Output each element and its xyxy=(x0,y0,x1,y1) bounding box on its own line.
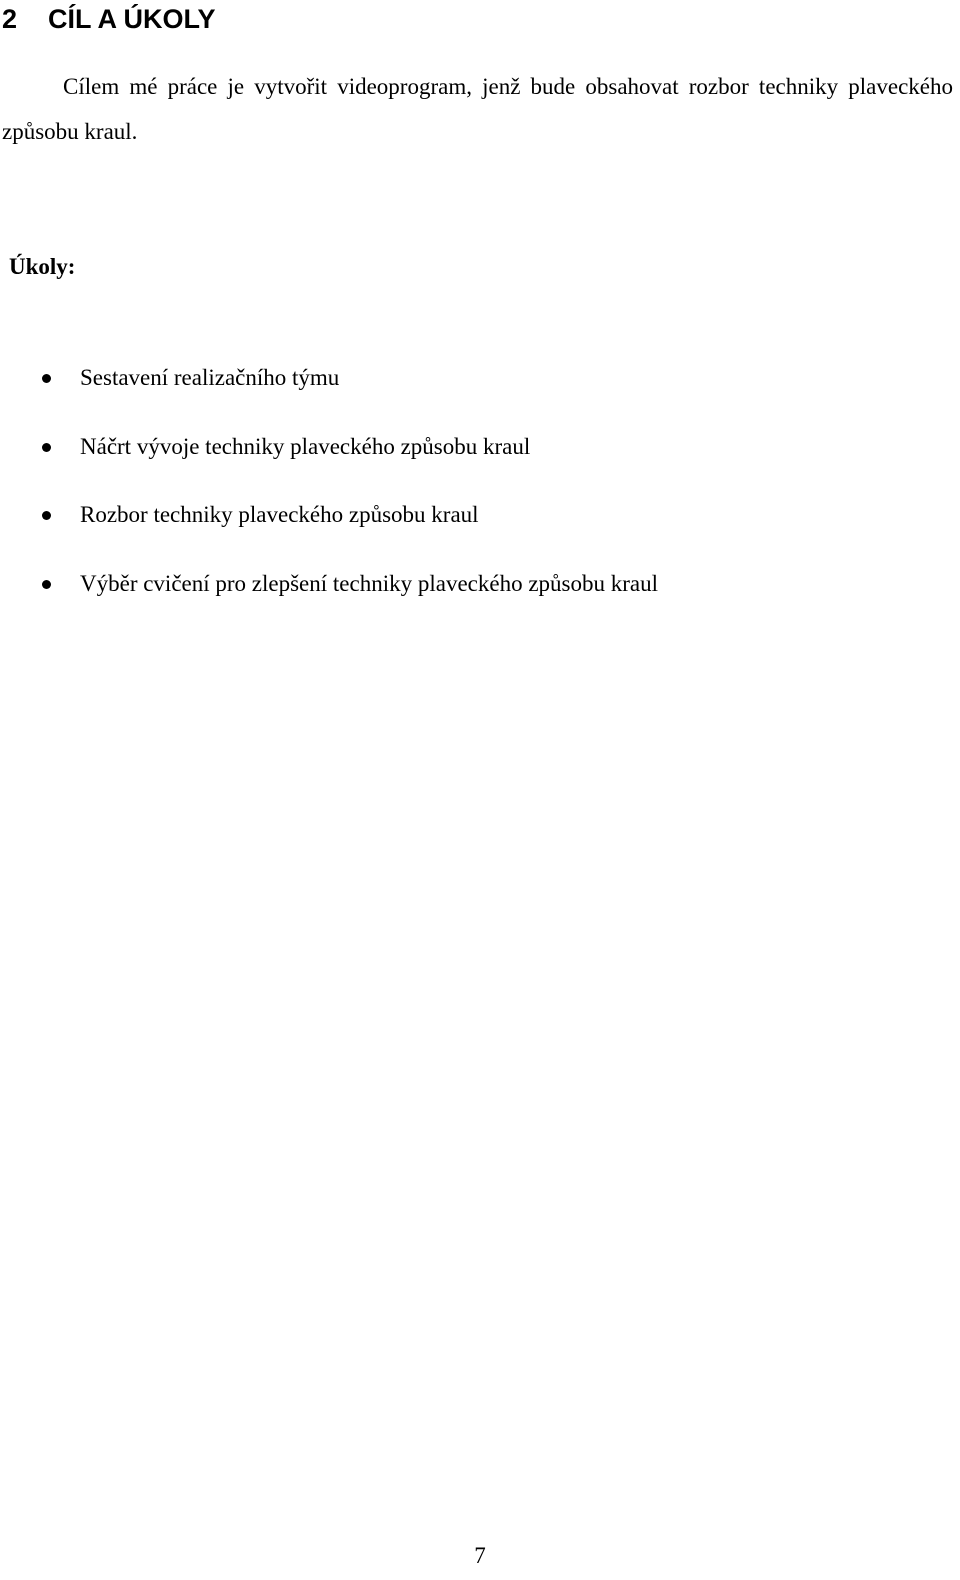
chapter-title: CÍL A ÚKOLY xyxy=(48,4,216,34)
intro-paragraph: Cílem mé práce je vytvořit videoprogram, jenž bude obsahovat rozbor techniky plaveckého způsobu kraul. xyxy=(2,74,953,144)
task-text: Výběr cvičení pro zlepšení techniky plaveckého způsobu kraul xyxy=(80,570,658,596)
task-item xyxy=(0,497,950,566)
chapter-number: 2 xyxy=(2,4,18,34)
task-text: Rozbor techniky plaveckého způsobu kraul xyxy=(80,502,479,527)
bullet-icon xyxy=(42,580,51,589)
page-number: 7 xyxy=(474,1543,486,1568)
chapter-heading xyxy=(2,2,216,36)
task-item xyxy=(0,360,950,429)
tasks-heading: Úkoly: xyxy=(9,254,76,279)
task-text: Náčrt vývoje techniky plaveckého způsobu kraul xyxy=(80,433,531,459)
bullet-icon xyxy=(42,374,51,383)
task-text: Sestavení realizačního týmu xyxy=(80,365,340,390)
tasks-list xyxy=(0,360,950,634)
task-item xyxy=(0,429,950,498)
task-item xyxy=(0,566,950,635)
bullet-icon xyxy=(42,443,51,452)
bullet-icon xyxy=(42,511,51,520)
